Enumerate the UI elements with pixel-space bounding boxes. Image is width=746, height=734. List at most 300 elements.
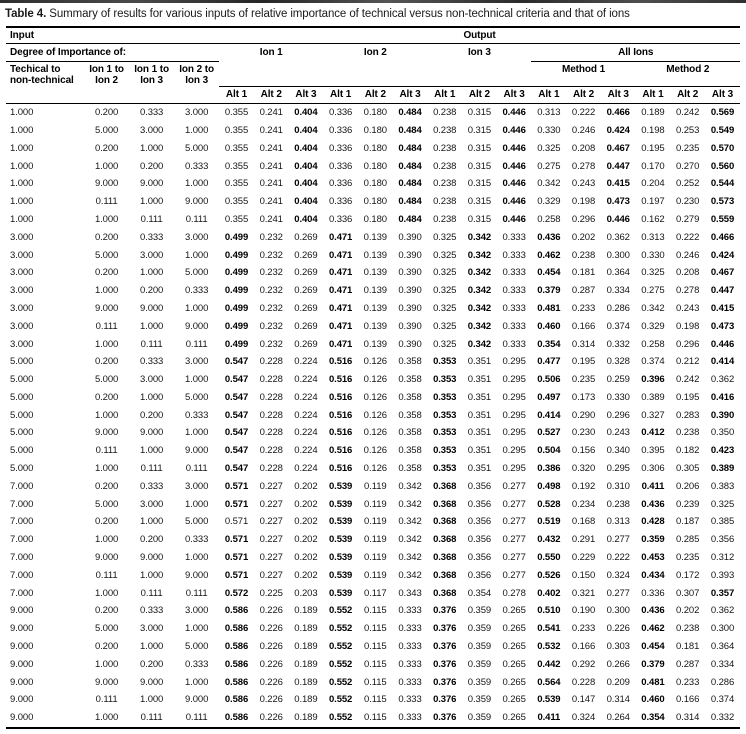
result-cell: 0.277	[606, 534, 630, 546]
result-cell: 0.336	[328, 107, 353, 119]
result-cell: 0.222	[676, 231, 700, 243]
result-cell: 0.287	[571, 285, 596, 297]
result-cell: 0.411	[537, 712, 561, 724]
tech-ratio-cell: 3.000	[10, 249, 34, 261]
result-cell: 0.265	[502, 676, 526, 688]
result-cell: 0.354	[467, 587, 492, 599]
result-cell: 0.353	[433, 391, 457, 403]
result-cell: 0.516	[328, 356, 353, 368]
tech-ratio-cell: 7.000	[10, 498, 34, 510]
result-cell: 0.376	[433, 605, 457, 617]
ratio-cell: 0.111	[95, 694, 118, 706]
result-cell: 0.246	[676, 249, 700, 261]
result-cell: 0.471	[328, 267, 353, 279]
ratio-cell: 0.200	[139, 285, 164, 297]
result-cell: 0.156	[571, 445, 596, 457]
result-cell: 0.351	[467, 463, 492, 475]
ratio-cell: 3.000	[185, 107, 209, 119]
result-cell: 0.471	[328, 285, 353, 297]
result-cell: 0.203	[294, 587, 318, 599]
result-cell: 0.336	[328, 142, 353, 154]
result-cell: 0.232	[259, 249, 283, 261]
result-cell: 0.356	[467, 569, 492, 581]
result-cell: 0.497	[537, 391, 561, 403]
result-cell: 0.446	[502, 213, 526, 225]
result-cell: 0.202	[294, 534, 318, 546]
result-cell: 0.333	[398, 641, 422, 653]
result-cell: 0.189	[294, 623, 318, 635]
result-cell: 0.355	[224, 124, 249, 136]
ratio-cell: 0.200	[139, 534, 164, 546]
ratio-cell: 1.000	[185, 427, 209, 439]
result-cell: 0.423	[710, 445, 735, 457]
result-cell: 0.436	[641, 498, 665, 510]
result-cell: 0.329	[537, 196, 561, 208]
result-cell: 0.198	[641, 124, 665, 136]
result-cell: 0.332	[606, 338, 630, 350]
result-cell: 0.356	[467, 498, 492, 510]
ratio-cell: 9.000	[139, 302, 164, 314]
table-row	[6, 585, 740, 603]
result-cell: 0.189	[294, 605, 318, 617]
tech-ratio-cell: 9.000	[10, 694, 34, 706]
table-row	[6, 211, 740, 229]
result-cell: 0.354	[641, 712, 665, 724]
table-row	[6, 300, 740, 318]
table-row	[6, 567, 740, 585]
tech-ratio-cell: 7.000	[10, 587, 34, 599]
table-row	[6, 104, 740, 122]
ratio-cell: 0.200	[94, 142, 119, 154]
result-cell: 0.412	[641, 427, 665, 439]
result-cell: 0.228	[259, 463, 283, 475]
result-cell: 0.265	[502, 694, 526, 706]
result-cell: 0.115	[364, 694, 387, 706]
result-cell: 0.119	[364, 498, 387, 510]
header-ion1-to-ion2: Ion 1 to Ion 2	[84, 62, 129, 104]
result-cell: 0.374	[641, 356, 665, 368]
ratio-cell: 5.000	[185, 391, 209, 403]
table-row	[6, 442, 740, 460]
result-cell: 0.379	[537, 285, 561, 297]
table-row	[6, 478, 740, 496]
table-row	[6, 709, 740, 728]
result-cell: 0.269	[294, 302, 318, 314]
result-cell: 0.277	[502, 516, 526, 528]
result-cell: 0.265	[502, 712, 526, 724]
result-cell: 0.404	[294, 142, 318, 154]
ratio-cell: 3.000	[139, 249, 164, 261]
result-cell: 0.368	[433, 569, 457, 581]
result-cell: 0.586	[224, 623, 249, 635]
header-technical-ratio: Techical to non-technical	[6, 62, 84, 104]
result-cell: 0.342	[398, 552, 422, 564]
result-cell: 0.198	[676, 320, 700, 332]
ratio-cell: 5.000	[94, 374, 119, 386]
result-cell: 0.115	[364, 623, 387, 635]
result-cell: 0.224	[294, 427, 318, 439]
result-cell: 0.241	[259, 142, 283, 154]
ratio-cell: 0.111	[140, 338, 163, 350]
table-row	[6, 246, 740, 264]
result-cell: 0.499	[224, 302, 249, 314]
tech-ratio-cell: 7.000	[10, 480, 34, 492]
tech-ratio-cell: 5.000	[10, 391, 34, 403]
result-cell: 0.351	[467, 374, 492, 386]
result-cell: 0.414	[710, 356, 735, 368]
tech-ratio-cell: 1.000	[10, 213, 34, 225]
alt-header: Alt 2	[462, 87, 497, 104]
result-cell: 0.573	[710, 196, 735, 208]
table-caption-text: Summary of results for various inputs of relative importance of technical versus non-technical criteria and that of ions	[46, 8, 630, 20]
result-cell: 0.238	[433, 178, 457, 190]
result-cell: 0.300	[606, 605, 630, 617]
result-cell: 0.446	[606, 213, 630, 225]
result-cell: 0.180	[363, 213, 387, 225]
result-cell: 0.119	[364, 534, 387, 546]
ratio-cell: 1.000	[94, 587, 119, 599]
ratio-cell: 1.000	[185, 552, 209, 564]
ratio-cell: 1.000	[94, 463, 119, 475]
ratio-cell: 1.000	[139, 445, 164, 457]
result-cell: 0.368	[433, 534, 457, 546]
result-cell: 0.172	[676, 569, 700, 581]
result-cell: 0.460	[537, 320, 561, 332]
header-degree: Degree of Importance of:	[6, 44, 219, 62]
page-top-edge	[0, 0, 746, 3]
result-cell: 0.539	[328, 498, 353, 510]
ratio-cell: 0.333	[139, 356, 164, 368]
table-row	[6, 157, 740, 175]
alt-header: Alt 3	[601, 87, 636, 104]
result-cell: 0.286	[710, 676, 735, 688]
result-cell: 0.296	[571, 213, 596, 225]
result-cell: 0.484	[398, 196, 422, 208]
ratio-cell: 1.000	[185, 374, 209, 386]
result-cell: 0.446	[502, 124, 526, 136]
result-cell: 0.527	[537, 427, 561, 439]
result-cell: 0.226	[259, 676, 283, 688]
result-cell: 0.340	[606, 445, 630, 457]
ratio-cell: 1.000	[139, 196, 164, 208]
result-cell: 0.541	[537, 623, 561, 635]
result-cell: 0.227	[259, 569, 283, 581]
result-cell: 0.300	[710, 623, 735, 635]
alt-header: Alt 2	[358, 87, 393, 104]
result-cell: 0.333	[398, 658, 422, 670]
ratio-cell: 1.000	[139, 267, 164, 279]
result-cell: 0.358	[398, 445, 422, 457]
ratio-cell: 0.111	[95, 569, 118, 581]
result-cell: 0.342	[641, 302, 665, 314]
result-cell: 0.362	[710, 605, 735, 617]
result-cell: 0.374	[710, 694, 735, 706]
result-cell: 0.547	[224, 427, 249, 439]
result-cell: 0.333	[398, 676, 422, 688]
tech-ratio-cell: 7.000	[10, 552, 34, 564]
result-cell: 0.238	[433, 142, 457, 154]
ratio-cell: 3.000	[185, 605, 209, 617]
table-row	[6, 193, 740, 211]
result-cell: 0.202	[294, 569, 318, 581]
result-cell: 0.229	[571, 552, 596, 564]
result-cell: 0.328	[606, 356, 630, 368]
result-cell: 0.119	[364, 516, 387, 528]
result-cell: 0.359	[641, 534, 665, 546]
result-cell: 0.481	[537, 302, 561, 314]
result-cell: 0.336	[328, 196, 353, 208]
result-cell: 0.547	[224, 356, 249, 368]
result-cell: 0.434	[641, 569, 665, 581]
result-cell: 0.446	[502, 160, 526, 172]
result-cell: 0.307	[676, 587, 700, 599]
result-cell: 0.356	[467, 516, 492, 528]
result-cell: 0.351	[467, 356, 492, 368]
result-cell: 0.471	[328, 231, 353, 243]
result-cell: 0.265	[502, 605, 526, 617]
result-cell: 0.424	[710, 249, 735, 261]
header-method1: Method 1	[531, 62, 635, 87]
result-cell: 0.324	[571, 712, 596, 724]
ratio-cell: 9.000	[94, 302, 119, 314]
result-cell: 0.162	[641, 213, 665, 225]
result-cell: 0.287	[676, 658, 700, 670]
result-cell: 0.224	[294, 445, 318, 457]
result-cell: 0.355	[224, 213, 249, 225]
result-cell: 0.228	[259, 427, 283, 439]
result-cell: 0.499	[224, 338, 249, 350]
ratio-cell: 5.000	[94, 498, 119, 510]
table-row	[6, 531, 740, 549]
ratio-cell: 9.000	[139, 676, 164, 688]
result-cell: 0.552	[328, 712, 353, 724]
result-cell: 0.209	[606, 676, 630, 688]
table-row	[6, 353, 740, 371]
result-cell: 0.484	[398, 142, 422, 154]
result-cell: 0.197	[641, 196, 665, 208]
tech-ratio-cell: 9.000	[10, 641, 34, 653]
result-cell: 0.547	[224, 391, 249, 403]
result-cell: 0.390	[398, 267, 422, 279]
ratio-cell: 3.000	[185, 356, 209, 368]
result-cell: 0.550	[537, 552, 561, 564]
result-cell: 0.471	[328, 320, 353, 332]
result-cell: 0.278	[676, 285, 700, 297]
result-cell: 0.356	[467, 480, 492, 492]
result-cell: 0.343	[398, 587, 422, 599]
result-cell: 0.296	[606, 409, 630, 421]
result-cell: 0.241	[259, 196, 283, 208]
result-cell: 0.168	[571, 516, 596, 528]
result-cell: 0.139	[363, 338, 387, 350]
table-row	[6, 140, 740, 158]
ratio-cell: 5.000	[94, 124, 119, 136]
result-cell: 0.481	[641, 676, 665, 688]
tech-ratio-cell: 7.000	[10, 516, 34, 528]
result-cell: 0.295	[502, 391, 526, 403]
result-cell: 0.314	[676, 712, 700, 724]
results-table	[6, 26, 740, 729]
result-cell: 0.139	[363, 285, 387, 297]
result-cell: 0.342	[398, 516, 422, 528]
result-cell: 0.119	[364, 552, 387, 564]
result-cell: 0.333	[502, 249, 526, 261]
result-cell: 0.202	[571, 231, 596, 243]
result-cell: 0.332	[710, 712, 735, 724]
result-cell: 0.139	[363, 320, 387, 332]
result-cell: 0.290	[571, 409, 596, 421]
result-cell: 0.571	[224, 480, 249, 492]
result-cell: 0.241	[259, 107, 283, 119]
result-cell: 0.300	[606, 249, 630, 261]
ratio-cell: 0.111	[140, 213, 163, 225]
result-cell: 0.342	[467, 338, 492, 350]
result-cell: 0.269	[294, 267, 318, 279]
table-row	[6, 674, 740, 692]
result-cell: 0.586	[224, 641, 249, 653]
ratio-cell: 1.000	[139, 142, 164, 154]
ratio-cell: 0.333	[139, 605, 164, 617]
ratio-cell: 0.200	[94, 516, 119, 528]
result-cell: 0.195	[571, 356, 596, 368]
result-cell: 0.238	[676, 427, 700, 439]
result-cell: 0.359	[467, 641, 492, 653]
result-cell: 0.233	[676, 676, 700, 688]
result-cell: 0.226	[259, 712, 283, 724]
ratio-cell: 0.111	[185, 712, 208, 724]
tech-ratio-cell: 3.000	[10, 231, 34, 243]
result-cell: 0.190	[571, 605, 596, 617]
result-cell: 0.115	[364, 712, 387, 724]
alt-header: Alt 1	[531, 87, 566, 104]
ratio-cell: 5.000	[185, 142, 209, 154]
ratio-cell: 0.111	[185, 213, 208, 225]
ratio-cell: 9.000	[185, 569, 209, 581]
ratio-cell: 0.200	[94, 391, 119, 403]
result-cell: 0.189	[294, 694, 318, 706]
result-cell: 0.324	[606, 569, 630, 581]
header-ion1: Ion 1	[259, 46, 283, 58]
result-cell: 0.204	[641, 178, 665, 190]
table-row	[6, 282, 740, 300]
result-cell: 0.325	[433, 320, 457, 332]
result-cell: 0.277	[502, 480, 526, 492]
table-row	[6, 460, 740, 478]
ratio-cell: 1.000	[139, 320, 164, 332]
result-cell: 0.393	[710, 569, 735, 581]
alt-header: Alt 1	[427, 87, 462, 104]
result-cell: 0.224	[294, 391, 318, 403]
tech-ratio-cell: 1.000	[10, 196, 34, 208]
result-cell: 0.202	[294, 498, 318, 510]
result-cell: 0.226	[259, 641, 283, 653]
ratio-cell: 3.000	[185, 231, 209, 243]
result-cell: 0.232	[259, 338, 283, 350]
ratio-cell: 3.000	[185, 480, 209, 492]
result-cell: 0.330	[641, 249, 665, 261]
result-cell: 0.333	[502, 302, 526, 314]
result-cell: 0.342	[537, 178, 561, 190]
result-cell: 0.390	[398, 302, 422, 314]
result-cell: 0.336	[328, 178, 353, 190]
ratio-cell: 3.000	[139, 623, 164, 635]
ratio-cell: 0.333	[185, 160, 209, 172]
result-cell: 0.342	[467, 320, 492, 332]
ratio-cell: 1.000	[94, 712, 119, 724]
result-cell: 0.498	[537, 480, 561, 492]
result-cell: 0.351	[467, 409, 492, 421]
result-cell: 0.390	[398, 231, 422, 243]
tech-ratio-cell: 9.000	[10, 712, 34, 724]
result-cell: 0.259	[606, 374, 630, 386]
result-cell: 0.277	[502, 569, 526, 581]
ratio-cell: 0.111	[185, 463, 208, 475]
result-cell: 0.359	[467, 712, 492, 724]
result-cell: 0.416	[710, 391, 735, 403]
table-row	[6, 549, 740, 567]
header-row-criteria	[6, 62, 740, 87]
result-cell: 0.334	[606, 285, 630, 297]
result-cell: 0.385	[710, 516, 735, 528]
ratio-cell: 0.200	[94, 641, 119, 653]
result-cell: 0.336	[328, 160, 353, 172]
result-cell: 0.362	[710, 374, 735, 386]
ratio-cell: 1.000	[94, 409, 119, 421]
result-cell: 0.351	[467, 445, 492, 457]
result-cell: 0.376	[433, 658, 457, 670]
result-cell: 0.279	[676, 213, 700, 225]
result-cell: 0.411	[641, 480, 665, 492]
result-cell: 0.232	[259, 285, 283, 297]
result-cell: 0.291	[571, 534, 596, 546]
ratio-cell: 9.000	[139, 552, 164, 564]
result-cell: 0.526	[537, 569, 561, 581]
result-cell: 0.227	[259, 498, 283, 510]
table-row	[6, 656, 740, 674]
header-row-io	[6, 27, 740, 44]
result-cell: 0.368	[433, 480, 457, 492]
result-cell: 0.315	[467, 178, 492, 190]
result-cell: 0.404	[294, 107, 318, 119]
ratio-cell: 0.333	[185, 285, 209, 297]
result-cell: 0.386	[537, 463, 561, 475]
result-cell: 0.325	[641, 267, 665, 279]
ratio-cell: 0.200	[139, 160, 164, 172]
table-row	[6, 496, 740, 514]
ratio-cell: 1.000	[185, 498, 209, 510]
tech-ratio-cell: 3.000	[10, 267, 34, 279]
result-cell: 0.228	[259, 374, 283, 386]
result-cell: 0.314	[606, 694, 630, 706]
tech-ratio-cell: 5.000	[10, 374, 34, 386]
result-cell: 0.466	[710, 231, 735, 243]
table-row	[6, 371, 740, 389]
result-cell: 0.359	[467, 623, 492, 635]
ratio-cell: 1.000	[94, 285, 119, 297]
result-cell: 0.547	[224, 445, 249, 457]
result-cell: 0.275	[641, 285, 665, 297]
result-cell: 0.484	[398, 160, 422, 172]
result-cell: 0.359	[467, 658, 492, 670]
tech-ratio-cell: 1.000	[10, 124, 34, 136]
header-ion3: Ion 3	[468, 46, 491, 58]
result-cell: 0.516	[328, 391, 353, 403]
ratio-cell: 1.000	[94, 160, 119, 172]
result-cell: 0.342	[467, 267, 492, 279]
result-cell: 0.238	[433, 213, 457, 225]
ratio-cell: 9.000	[139, 178, 164, 190]
result-cell: 0.180	[363, 142, 387, 154]
